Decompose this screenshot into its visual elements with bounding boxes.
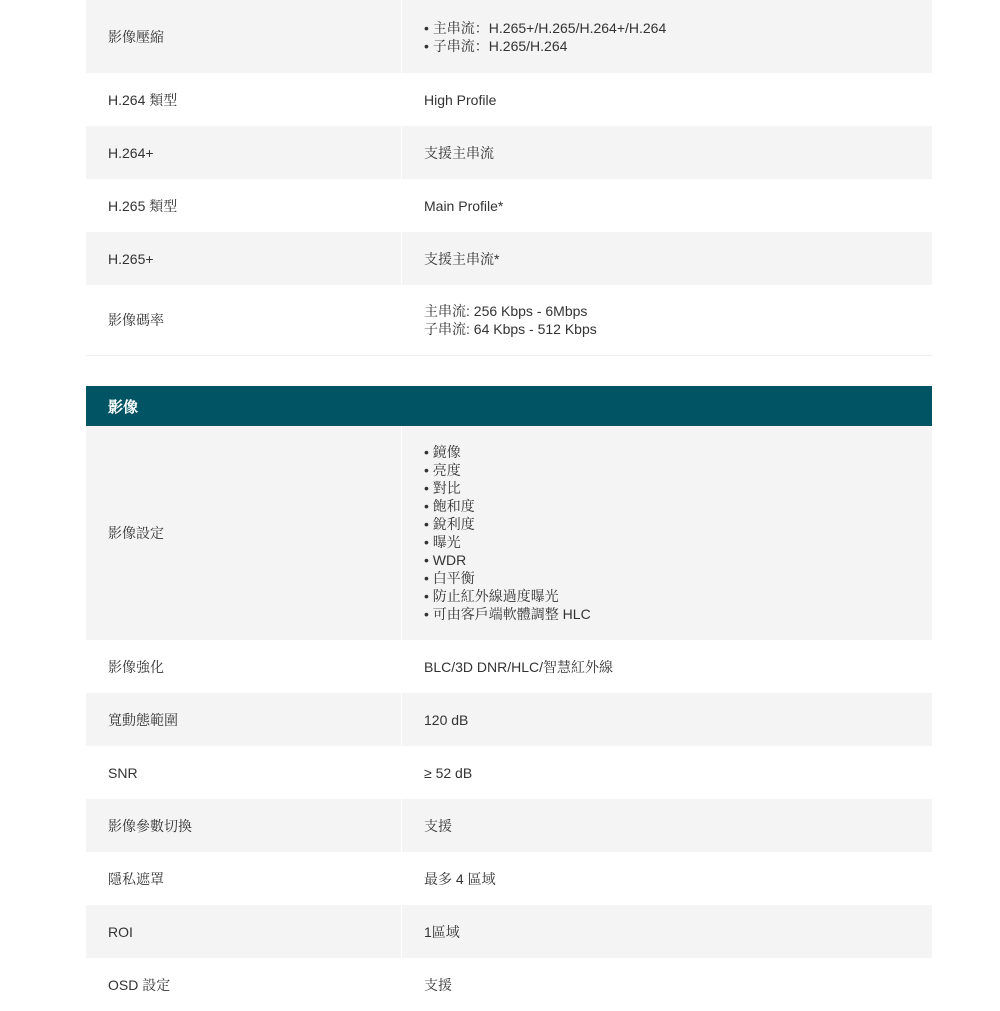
spec-value-line: 120 dB (424, 711, 469, 728)
spec-value-line: Main Profile* (424, 197, 504, 214)
spec-label: 影像參數切換 (86, 799, 402, 852)
spec-label: 隱私遮罩 (86, 852, 402, 905)
spec-value-line: 主串流: 256 Kbps - 6Mbps (424, 303, 588, 319)
spec-label: OSD 設定 (86, 958, 402, 1011)
spec-label: 影像壓縮 (86, 0, 402, 73)
spec-row-h264-type (86, 73, 932, 126)
spec-row-image-settings (86, 426, 932, 640)
spec-value-line: • WDR (424, 552, 467, 568)
spec-value (402, 126, 932, 179)
spec-label: SNR (86, 746, 402, 799)
spec-value (402, 852, 932, 905)
spec-row-bitrate (86, 285, 932, 356)
spec-value-line: • 鏡像 (424, 444, 461, 460)
spec-value-line: • 銳利度 (424, 516, 475, 532)
spec-value-line: 支援 (424, 817, 452, 834)
spec-row-wdr (86, 693, 932, 746)
spec-value (402, 0, 932, 73)
spec-label: 寬動態範圍 (86, 693, 402, 746)
spec-label: 影像設定 (86, 426, 402, 640)
spec-value (402, 905, 932, 958)
spec-value-line: BLC/3D DNR/HLC/智慧紅外線 (424, 658, 614, 675)
spec-label: H.265+ (86, 232, 402, 285)
compression-spec-table (86, 0, 932, 356)
spec-label: 影像強化 (86, 640, 402, 693)
spec-value-line: • 飽和度 (424, 498, 475, 514)
spec-value (402, 693, 932, 746)
spec-row-h264-plus (86, 126, 932, 179)
spec-value (402, 179, 932, 232)
spec-value-line: 最多 4 區域 (424, 870, 496, 887)
spec-value-line: • 防止紅外線過度曝光 (424, 588, 559, 604)
spec-label: H.264+ (86, 126, 402, 179)
spec-value-line: • 對比 (424, 480, 461, 496)
spec-value-line: ≥ 52 dB (424, 764, 473, 781)
spec-value (402, 285, 932, 355)
spec-value-line: • 曝光 (424, 534, 461, 550)
spec-value (402, 426, 932, 640)
image-spec-table (86, 426, 932, 1011)
spec-row-image-param-switch (86, 799, 932, 852)
spec-label: 影像碼率 (86, 285, 402, 355)
spec-value (402, 746, 932, 799)
spec-value-line: High Profile (424, 91, 497, 108)
spec-label: H.265 類型 (86, 179, 402, 232)
spec-label: H.264 類型 (86, 73, 402, 126)
spec-label: ROI (86, 905, 402, 958)
spec-value (402, 73, 932, 126)
spec-value-line: • 主串流：H.265+/H.265/H.264+/H.264 (424, 19, 667, 36)
spec-value (402, 958, 932, 1011)
spec-row-osd-settings (86, 958, 932, 1011)
section-header-image: 影像 (86, 386, 932, 426)
spec-value (402, 232, 932, 285)
spec-value-line: • 白平衡 (424, 570, 475, 586)
spec-row-roi (86, 905, 932, 958)
spec-value-line: 支援 (424, 976, 452, 993)
spec-row-video-compression (86, 0, 932, 73)
spec-value-line: • 子串流：H.265/H.264 (424, 37, 568, 54)
spec-value-line: 支援主串流* (424, 250, 500, 267)
spec-row-image-enhancement (86, 640, 932, 693)
spec-row-h265-plus (86, 232, 932, 285)
spec-row-snr (86, 746, 932, 799)
spec-value-line: 支援主串流 (424, 144, 494, 161)
spec-value-line: • 可由客戶端軟體調整 HLC (424, 606, 591, 622)
spec-value (402, 640, 932, 693)
spec-value-line: 子串流: 64 Kbps - 512 Kbps (424, 321, 597, 337)
spec-row-privacy-mask (86, 852, 932, 905)
spec-value-line: 1區域 (424, 923, 460, 940)
spec-value (402, 799, 932, 852)
spec-value-line: • 亮度 (424, 462, 461, 478)
spec-row-h265-type (86, 179, 932, 232)
